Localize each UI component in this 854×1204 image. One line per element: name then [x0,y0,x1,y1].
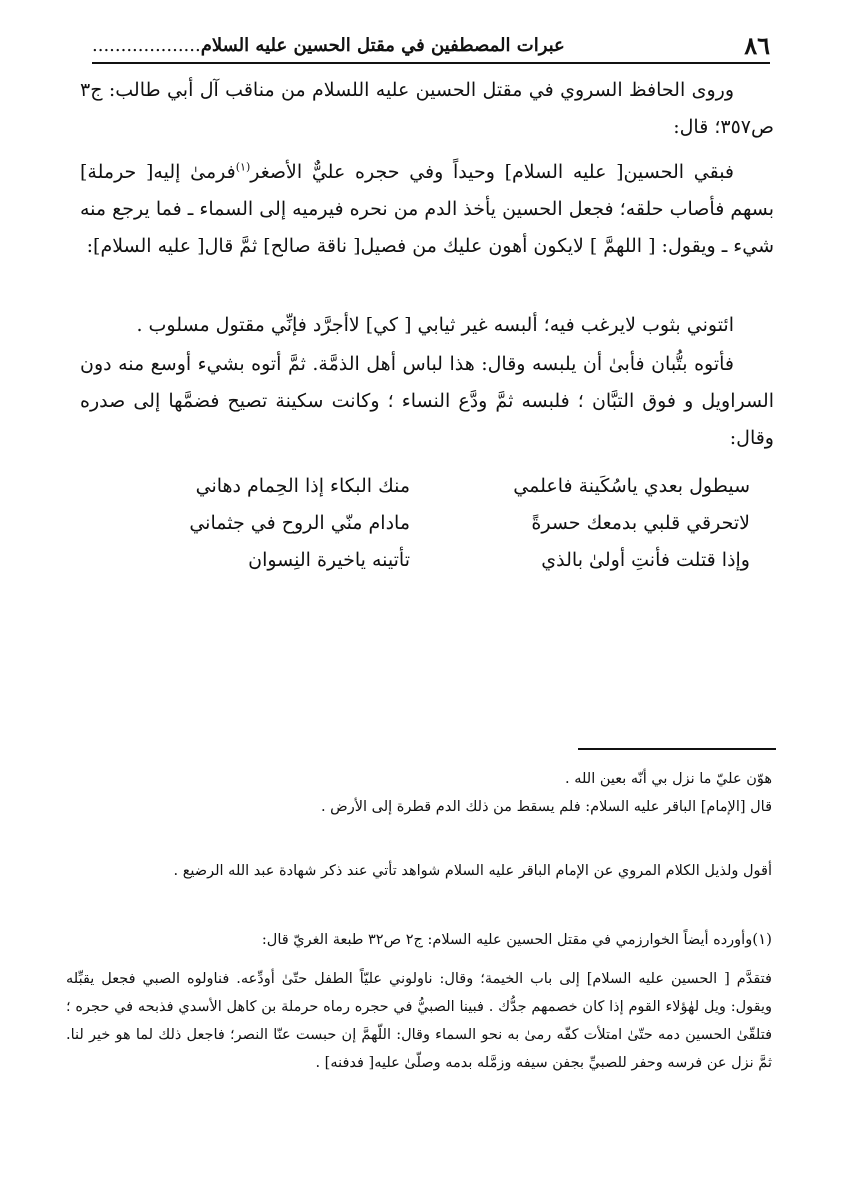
page-number: ٨٦ [744,30,770,60]
verse-first-hemistich: وإذا قتلت فأنتِ أولىٰ بالذي [541,549,750,571]
footnote-line: فتقدَّم [ الحسين عليه السلام] إلى باب الخيمة؛ وقال: ناولوني عليّاً الطفل حتّىٰ أودِّعه. فناولوه الصبي فجعل يقبِّله ويقول: ويل لهٰؤلاء القوم إذا كان خصمهم جدُّك . فبينا الصبيُّ في حجره رماه حرملة بن كاهل الأسدي فذبحه في حجره ؛ فتلقّىٰ الحسين دمه حتّىٰ امتلأت كفّه رمىٰ به نحو السماء وقال: اللّهمَّ إن حبست عنّا النصر؛ فاجعل ذلك لما هو خير لنا. ثمَّ نزل عن فرسه وحفر للصبيِّ بجفن سيفه وزمَّله بدمه وصلّىٰ عليه[ فدفنه] . [66,971,772,1071]
footnote-quote [66,965,772,1077]
verse-second-hemistich: مادام منّي الروح في جثماني [189,512,410,534]
paragraph-quote [80,307,774,344]
footnote-1 [66,925,772,954]
footnote-line: قال [الإمام] الباقر عليه السلام: فلم يسقط من ذلك الدم قطرة إلى الأرض . [320,799,772,815]
paragraph-text: فأتوه بتُّبان فأبىٰ أن يلبسه وقال: هذا لباس أهل الذمَّة. ثمَّ أتوه بشيء أوسع منه دون السراويل و فوق التبَّان ؛ فلبسه ثمَّ ودَّع النساء ؛ وكانت سكينة تصيح فضمَّها إلى صدره وقال: [80,353,774,449]
paragraph-continuation [80,346,774,457]
paragraph-text: وروى الحافظ السروي في مقتل الحسين عليه اللسلام من مناقب آل أبي طالب: ج٣ ص٣٥٧؛ قال: [80,79,774,138]
footnote-continued [66,765,772,821]
page-header [92,28,770,64]
poem-verse [110,505,750,542]
footnote-line: أقول ولذيل الكلام المروي عن الإمام الباقر عليه السلام شواهد تأتي عند ذكر شهادة عبد الله الرضيع . [173,863,772,879]
narration-part-2: فرمىٰ إليه[ حرملة] بسهم فأصاب حلقه؛ فجعل الحسين يأخذ الدم من نحره فيرميه إلى السماء ـ فما يرجع منه شيء ـ ويقول: [ اللهمَّ ] لايكون أهون عليك من فصيل[ ناقة صالح] ثمَّ قال[ عليه السلام]: [80,161,774,257]
footnote-number: (١) [752,930,772,948]
poem-verse [110,542,750,579]
paragraph-intro [80,72,774,146]
verse-second-hemistich: منك البكاء إذا الحِمام دهاني [195,475,410,497]
paragraph-text: ائتوني بثوب لايرغب فيه؛ ألبسه غير ثيابي [ كي] لاأجرَّد فإنِّي مقتول مسلوب . [136,314,734,336]
running-title [92,35,565,56]
narration-part-1: فبقي الحسين[ عليه السلام] وحيداً وفي حجره عليٌّ الأصغر [250,161,735,183]
verse-first-hemistich: لاتحرقي قلبي بدمعك حسرةً [531,512,750,534]
verse-first-hemistich: سيطول بعدي ياسُكَينة فاعلمي [513,475,750,497]
paragraph-text [80,154,774,265]
paragraph-narration [80,154,774,265]
verse-second-hemistich: تأتينه ياخيرة النِسوان [248,549,410,571]
leader-dots: ................... [92,34,201,56]
footnote-text: وأورده أيضاً الخوارزمي في مقتل الحسين عليه السلام: ج٢ ص٣٢ طبعة الغريّ قال: [261,932,753,948]
footnote-line [66,925,772,954]
footnote-line: هوّن عليّ ما نزل بي أنّه بعين الله . [565,771,772,787]
poem-verse [110,468,750,505]
footnote-remark [66,857,772,885]
footnote-marker: (١) [235,160,251,174]
footnote-divider [578,748,776,750]
running-title-text: عبرات المصطفين في مقتل الحسين عليه السلام [200,34,565,56]
poem [110,468,750,579]
